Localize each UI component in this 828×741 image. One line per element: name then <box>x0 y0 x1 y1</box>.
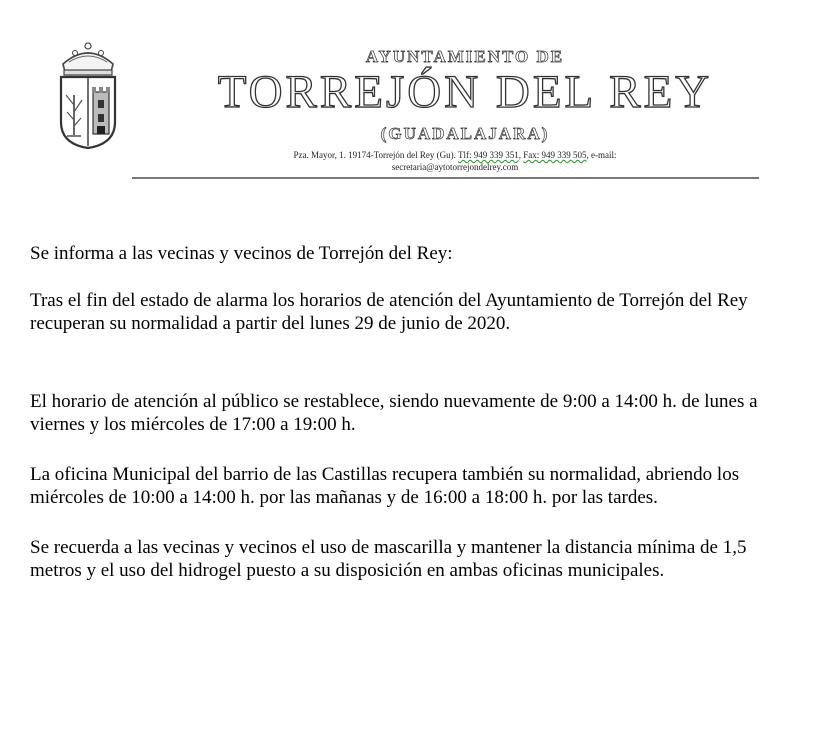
fax-number: Fax: 949 339 505 <box>523 150 587 160</box>
letterhead <box>0 0 828 185</box>
notice-body <box>30 242 770 582</box>
letterhead-title-main: TORREJÓN DEL REY <box>217 66 713 118</box>
notice-paragraph: Tras el fin del estado de alarma los horarios de atención del Ayuntamiento de Torrejón del Rey recuperan su normalidad a partir del lunes 29 de junio de 2020. <box>30 290 748 334</box>
letterhead-address <box>150 149 760 173</box>
notice-paragraph: El horario de atención al público se restablece, siendo nuevamente de 9:00 a 14:00 h. de lunes a viernes y los miércoles de 17:00 a 19:00 h. <box>30 391 758 435</box>
email-label: , e-mail: <box>586 150 617 160</box>
letterhead-divider <box>132 177 759 179</box>
letterhead-province: (GUADALAJARA) <box>380 124 550 143</box>
address-text: Pza. Mayor, 1. 19174-Torrejón del Rey (Gu). <box>293 150 459 160</box>
phone-number: Tlf: 949 339 351 <box>458 150 519 160</box>
letterhead-title-top: AYUNTAMIENTO DE <box>365 47 565 66</box>
notice-greeting: Se informa a las vecinas y vecinos de Torrejón del Rey: <box>30 243 453 264</box>
notice-paragraph: Se recuerda a las vecinas y vecinos el uso de mascarilla y mantener la distancia mínima de 1,5 metros y el uso del hidrogel puesto a su disposición en ambas oficinas municipales. <box>30 537 747 581</box>
coat-of-arms-icon <box>53 40 123 150</box>
address-separator: , <box>518 150 524 160</box>
notice-paragraph: La oficina Municipal del barrio de las Castillas recupera también su normalidad, abriendo los miércoles de 10:00 a 14:00 h. por las mañanas y de 16:00 a 18:00 h. por las tardes. <box>30 464 740 508</box>
email-address[interactable]: secretaria@aytotorrejondelrey.com <box>391 162 519 172</box>
